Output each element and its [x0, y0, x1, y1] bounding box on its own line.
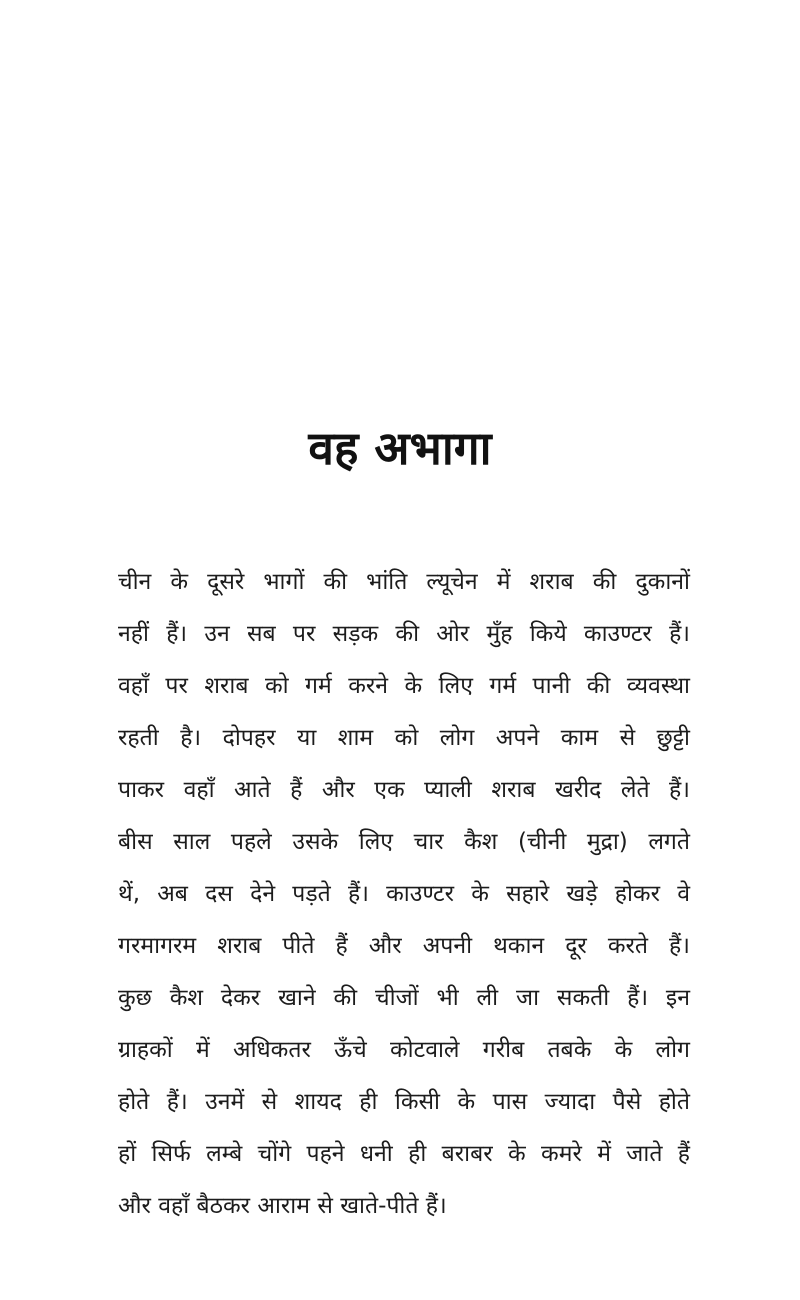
chapter-title: वह अभागा: [308, 421, 492, 475]
text-line: होते हैं। उनमें से शायद ही किसी के पास ज्यादा पैसे होते: [118, 1089, 690, 1115]
text-line: थें, अब दस देने पड़ते हैं। काउण्टर के सहारे खड़े होकर वे: [118, 881, 690, 907]
text-line: और वहाँ बैठकर आराम से खाते-पीते हैं।: [118, 1193, 447, 1219]
chapter-paragraph: [118, 556, 690, 1232]
text-line: कुछ कैश देकर खाने की चीजों भी ली जा सकती हैं। इन: [118, 985, 690, 1011]
text-line: गरमागरम शराब पीते हैं और अपनी थकान दूर करते हैं।: [118, 933, 690, 959]
text-line: पाकर वहाँ आते हैं और एक प्याली शराब खरीद लेते हैं।: [118, 777, 690, 803]
text-line: नहीं हैं। उन सब पर सड़क की ओर मुँह किये काउण्टर हैं।: [118, 621, 690, 647]
text-line: हों सिर्फ लम्बे चोंगे पहने धनी ही बराबर के कमरे में जाते हैं: [118, 1141, 690, 1167]
text-line: चीन के दूसरे भागों की भांति ल्यूचेन में शराब की दुकानों: [118, 569, 690, 595]
text-line: रहती है। दोपहर या शाम को लोग अपने काम से छुट्टी: [118, 725, 690, 751]
text-line: वहाँ पर शराब को गर्म करने के लिए गर्म पानी की व्यवस्था: [118, 673, 690, 699]
text-line: बीस साल पहले उसके लिए चार कैश (चीनी मुद्रा) लगते: [118, 829, 690, 855]
text-line: ग्राहकों में अधिकतर ऊँचे कोटवाले गरीब तबके के लोग: [118, 1037, 690, 1063]
